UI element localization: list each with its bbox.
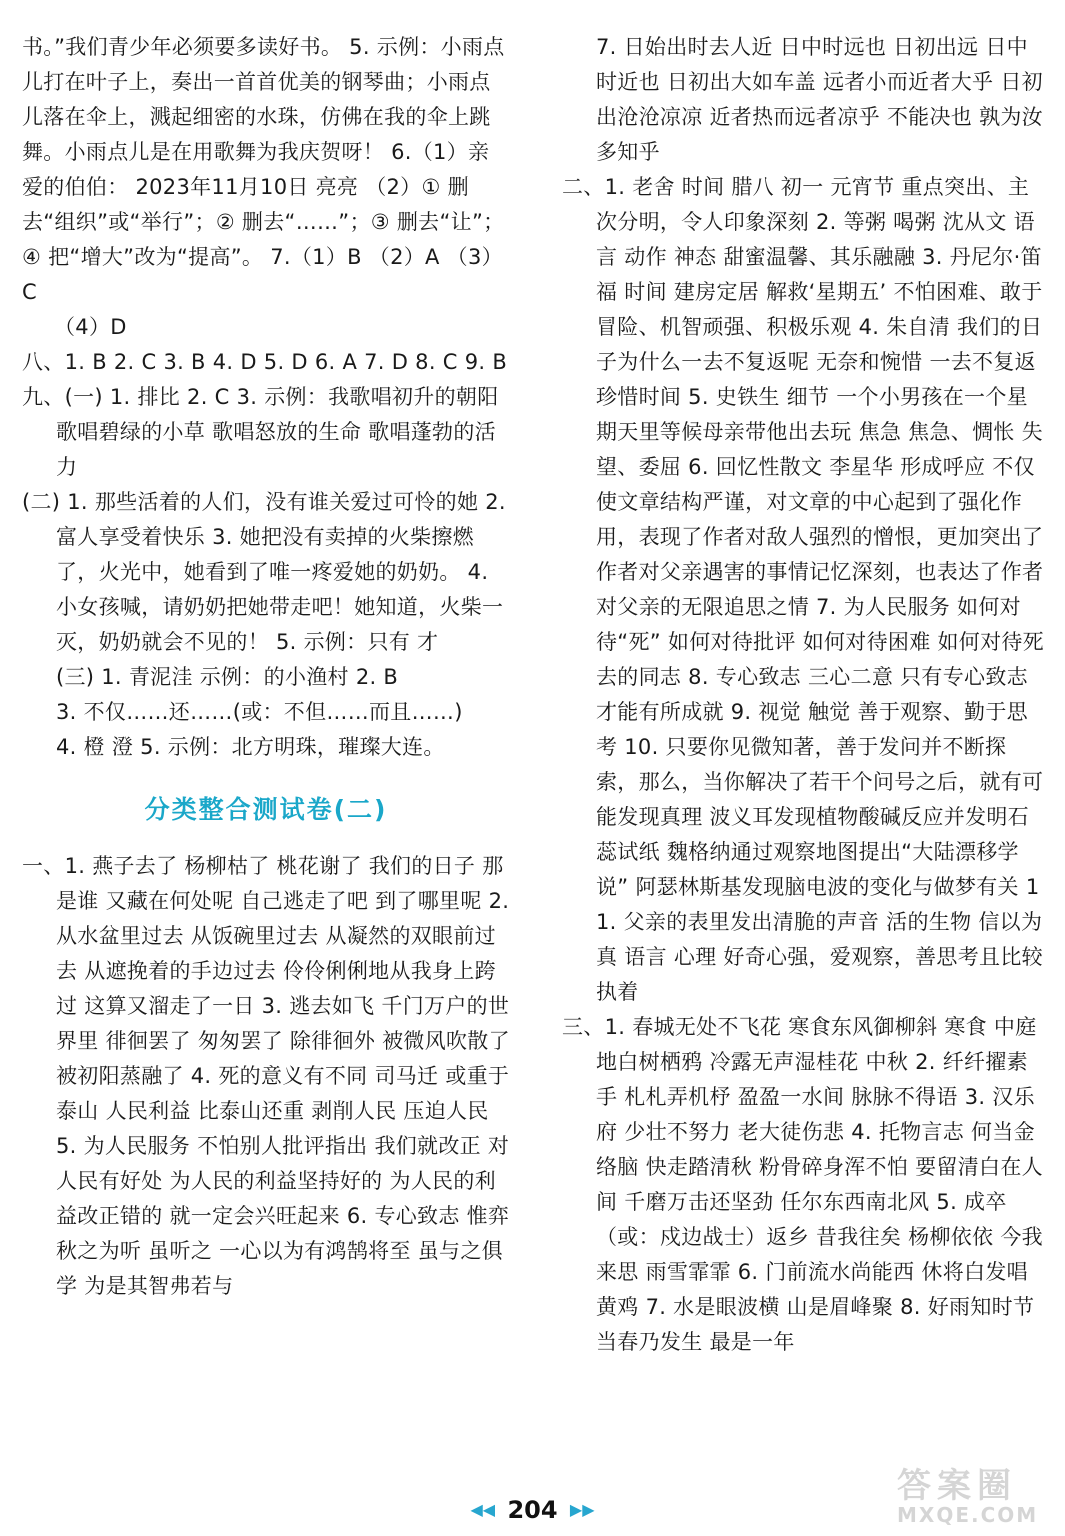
- answer-section-8: 八、1. B 2. C 3. B 4. D 5. D 6. A 7. D 8. C 9. B: [22, 350, 508, 374]
- answer-paragraph: 7. 日始出时去人近 日中时远也 日初出远 日中时近也 日初出大如车盖 远者小而近者大乎 日初出沧沧凉凉 近者热而远者凉乎 不能决也 孰为汝多知乎: [596, 35, 1043, 164]
- watermark-url: MXQE.COM: [897, 1503, 1039, 1527]
- section-title: 分类整合测试卷(二): [144, 795, 388, 824]
- right-column: [562, 30, 1044, 1360]
- left-column: [22, 30, 510, 1304]
- answer-section-9-part-3: (三) 1. 青泥洼 示例：的小渔村 2. B: [56, 665, 399, 689]
- answer-section-1: 一、1. 燕子去了 杨柳枯了 桃花谢了 我们的日子 那是谁 又藏在何处呢 自己逃走了吧 到了哪里呢 2. 从水盆里过去 从饭碗里过去 从凝然的双眼前过去 从遮挽着的手边过去 伶伶俐俐地从我身上跨过 这算又溜走了一日 3. 逃去如飞 千门万户的世界里 徘徊罢了 匆匆罢了 除徘徊外 被微风吹散了 被初阳蒸融了 4. 死的意义有不同 司马迁 或重于泰山 人民利益 比泰山还重 剥削人民 压迫人民 5. 为人民服务 不怕别人批评指出 我们就改正 对人民有好处 为人民的利益坚持好的 为人民的利益改正错的 就一定会兴旺起来 6. 专心致志 惟弈秋之为听 虽听之 一心以为有鸿鹄将至 虽与之俱学 为是其智弗若与: [22, 854, 510, 1298]
- answer-section-3: 三、1. 春城无处不飞花 寒食东风御柳斜 寒食 中庭地白树栖鸦 冷露无声湿桂花 中秋 2. 纤纤擢素手 札札弄机杼 盈盈一水间 脉脉不得语 3. 汉乐府 少壮不努力 老大徒伤悲 4. 托物言志 何当金络脑 快走踏清秋 粉骨碎身浑不怕 要留清白在人间 千磨万击还坚劲 任尔东西南北风 5. 成卒（或：戍边战士）返乡 昔我往矣 杨柳依依 今我来思 雨雪霏霏 6. 门前流水尚能西 休将白发唱黄鸡 7. 水是眼波横 山是眉峰聚 8. 好雨知时节 当春乃发生 最是一年: [562, 1015, 1043, 1354]
- page-number: 204: [507, 1496, 558, 1524]
- answer-paragraph: 4. 橙 澄 5. 示例：北方明珠，璀璨大连。: [56, 735, 445, 759]
- answer-section-9-part-1: 九、(一) 1. 排比 2. C 3. 示例：我歌唱初升的朝阳 歌唱碧绿的小草 歌唱怒放的生命 歌唱蓬勃的活力: [22, 385, 499, 479]
- answer-paragraph: 3. 不仅……还……(或：不但……而且……): [56, 700, 463, 724]
- answer-section-9-part-2: (二) 1. 那些活着的人们，没有谁关爱过可怜的她 2. 富人享受着快乐 3. 她把没有卖掉的火柴擦燃了，火光中，她看到了唯一疼爱她的奶奶。 4. 小女孩喊，请奶奶把她带走吧！她知道，火柴一灭，奶奶就会不见的！ 5. 示例：只有 才: [22, 490, 506, 654]
- next-arrow-icon: ▶▶: [569, 1500, 595, 1519]
- watermark-text: 答案圈: [897, 1466, 1017, 1506]
- answer-paragraph: 书。”我们青少年必须要多读好书。 5. 示例：小雨点儿打在叶子上，奏出一首首优美的钢琴曲；小雨点儿落在伞上，溅起细密的水珠，仿佛在我的伞上跳舞。小雨点儿是在用歌舞为我庆贺呀！ 6.（1）亲爱的伯伯： 2023年11月10日 亮亮 （2）① 删去“组织”或“举行”；② 删去“……”；③ 删去“让”；④ 把“增大”改为“提高”。 7.（1）B （2）A （3）C: [22, 35, 505, 304]
- answer-section-2: 二、1. 老舍 时间 腊八 初一 元宵节 重点突出、主次分明，令人印象深刻 2. 等粥 喝粥 沈从文 语言 动作 神态 甜蜜温馨、其乐融融 3. 丹尼尔·笛福 时间 建房定居 解救‘星期五’ 不怕困难、敢于冒险、机智顽强、积极乐观 4. 朱自清 我们的日子为什么一去不复返呢 无奈和惋惜 一去不复返 珍惜时间 5. 史铁生 细节 一个小男孩在一个星期天里等候母亲带他出去玩 焦急 焦急、惆怅 失望、委屈 6. 回忆性散文 李星华 形成呼应 不仅使文章结构严谨，对文章的中心起到了强化作用，表现了作者对敌人强烈的憎恨，更加突出了作者对父亲遇害的事情记忆深刻，也表达了作者对父亲的无限追思之情 7. 为人民服务 如何对待“死” 如何对待批评 如何对待困难 如何对待死去的同志 8. 专心致志 三心二意 只有专心致志才能有所成就 9. 视觉 触觉 善于观察、勤于思考 10. 只要你见微知著，善于发问并不断探索，那么，当你解决了若干个问号之后，就有可能发现真理 波义耳发现植物酸碱反应并发明石蕊试纸 魏格纳通过观察地图提出“大陆漂移学说” 阿瑟林斯基发现脑电波的变化与做梦有关 11. 父亲的表里发出清脆的声音 活的生物 信以为真 语言 心理 好奇心强，爱观察，善思考且比较执着: [562, 175, 1044, 1004]
- prev-arrow-icon: ◀◀: [470, 1500, 496, 1519]
- answer-paragraph: （4）D: [54, 315, 127, 339]
- watermark-logo: [897, 1468, 1047, 1530]
